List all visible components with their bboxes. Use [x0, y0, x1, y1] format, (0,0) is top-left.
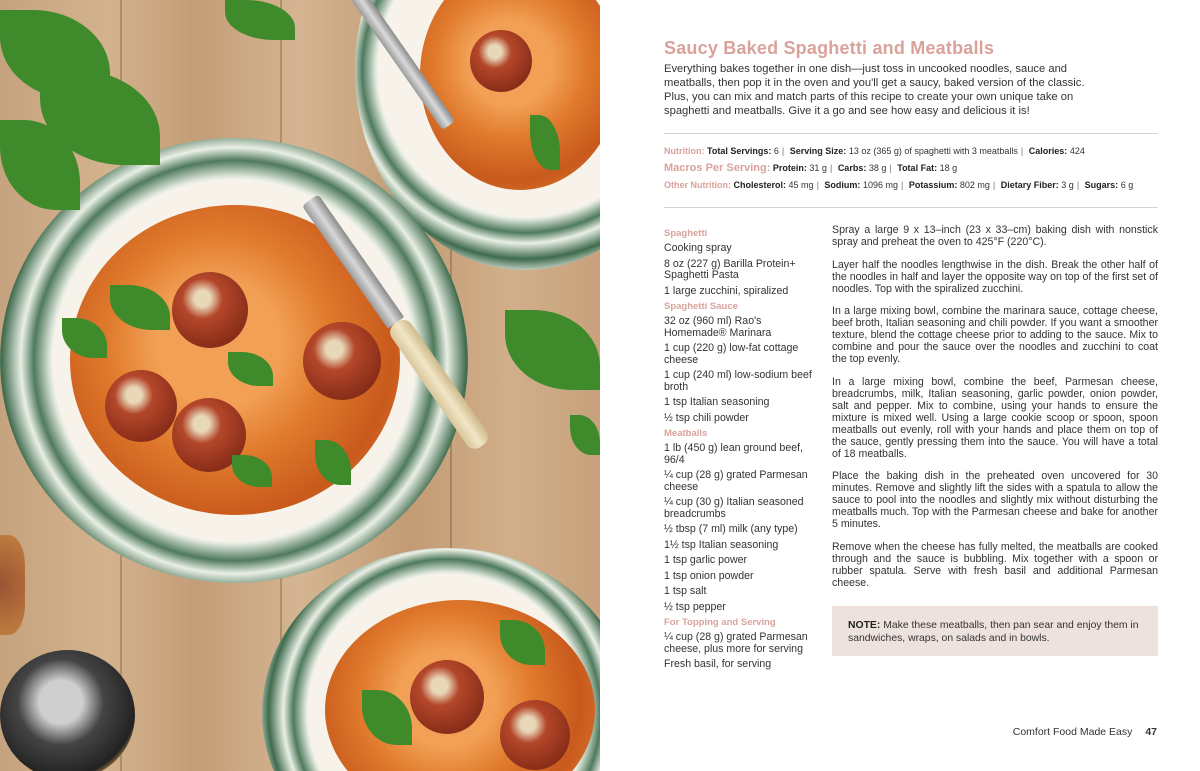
- direction-step: Spray a large 9 x 13–inch (23 x 33–cm) baking dish with nonstick spray and preheat the oven to 425°F (220°C).: [832, 224, 1158, 248]
- meatball: [470, 30, 532, 92]
- calories-label: Calories:: [1028, 146, 1068, 156]
- ingredient-item: ½ tbsp (7 ml) milk (any type): [664, 523, 798, 535]
- basil-leaf: [225, 0, 295, 40]
- ingredient-item: Cooking spray: [664, 242, 732, 254]
- meatball: [500, 700, 570, 770]
- nutrition-label: Nutrition:: [664, 146, 705, 156]
- other-nutrition-line: Other Nutrition: Cholesterol: 45 mg | Sodium: 1096 mg | Potassium: 802 mg | Dietary Fiber: 3 g | Sugars: 6 g: [664, 180, 1134, 190]
- meatball: [105, 370, 177, 442]
- other-nutrition-label: Other Nutrition:: [664, 180, 731, 190]
- protein-value: 31 g: [809, 163, 827, 173]
- sodium-label: Sodium:: [824, 180, 861, 190]
- recipe-title: Saucy Baked Spaghetti and Meatballs: [664, 38, 995, 58]
- ingredient-item: 1 tsp Italian seasoning: [664, 396, 770, 408]
- direction-step: In a large mixing bowl, combine the marinara sauce, cottage cheese, beef broth, Italian seasoning and chili powder. If you want a smoother texture, blend the cottage cheese prior to adding to the sauce. Mix to combine and pour the sauce over the noodles and zucchini to coat the top evenly.: [832, 305, 1158, 365]
- servings-label: Total Servings:: [707, 146, 772, 156]
- direction-step: Place the baking dish in the preheated oven uncovered for 30 minutes. Remove and slightly lift the sides with a spatula to allow the sauce to pool into the noodles and slightly mix without disturbing the meatballs much. Top with the Parmesan cheese and bake for another 5 minutes.: [832, 470, 1158, 530]
- ingredients-list: [664, 224, 819, 675]
- fat-value: 18 g: [939, 163, 958, 173]
- nutrition-line: Nutrition: Total Servings: 6 | Serving Size: 13 oz (365 g) of spaghetti with 3 meatballs | Calories: 424: [664, 146, 1085, 156]
- ingredient-item: 1 tsp onion powder: [664, 569, 754, 582]
- ingredient-item: 1 tsp garlic power: [664, 554, 748, 566]
- note-box: [832, 606, 1158, 656]
- direction-step: In a large mixing bowl, combine the beef, Parmesan cheese, breadcrumbs, milk, Italian seasoning, garlic powder, onion powder, salt and pepper. Mix to combine, using your hands to ensure the mixture is mixed well. Using a large cookie scoop or spoon, spoon meatballs out evenly, roll with your hands and place them on top of the sauce, gently pressing them into the sauce. You will have a total of 18 meatballs.: [832, 375, 1158, 460]
- direction-step: Layer half the noodles lengthwise in the dish. Break the other half of the noodles in half and layer the opposite way on top of the first set of noodles. Top with the spiralized zucchini.: [832, 258, 1158, 295]
- ingredient-item: ½ tsp pepper: [664, 600, 726, 613]
- directions: [832, 224, 1158, 599]
- meatball: [172, 272, 248, 348]
- carbs-value: 38 g: [868, 163, 887, 173]
- servings-value: 6: [773, 146, 779, 156]
- macros-label: Macros Per Serving:: [664, 162, 771, 174]
- serving-size-value: 13 oz (365 g) of spaghetti with 3 meatballs: [848, 146, 1018, 156]
- ingredient-heading: For Topping and Serving: [664, 617, 776, 628]
- fat-label: Total Fat:: [897, 163, 938, 173]
- note-text: Make these meatballs, then pan sear and enjoy them in sandwiches, wraps, on salads and in bowls.: [848, 620, 1139, 644]
- ingredient-item: ¼ cup (28 g) grated Parmesan cheese, plus more for serving: [664, 631, 808, 655]
- ingredient-item: 1 cup (240 ml) low-sodium beef broth: [664, 369, 812, 393]
- divider: [664, 207, 1158, 208]
- calories-value: 424: [1069, 146, 1085, 156]
- cholesterol-label: Cholesterol:: [733, 180, 787, 190]
- carbs-label: Carbs:: [837, 163, 867, 173]
- serving-size-label: Serving Size:: [789, 146, 847, 156]
- potassium-value: 802 mg: [959, 180, 990, 190]
- sugars-label: Sugars:: [1084, 180, 1119, 190]
- book-title: Comfort Food Made Easy: [1012, 726, 1133, 738]
- ingredient-item: 1 tsp salt: [664, 585, 707, 597]
- cholesterol-value: 45 mg: [788, 180, 814, 190]
- ingredient-item: ¼ cup (30 g) Italian seasoned breadcrumbs: [664, 496, 804, 520]
- ingredient-heading: Spaghetti Sauce: [664, 301, 738, 312]
- ingredient-item: 1½ tsp Italian seasoning: [664, 538, 779, 551]
- page-number: 47: [1145, 726, 1157, 738]
- direction-step: Remove when the cheese has fully melted, the meatballs are cooked through and the sauce is bubbling. Mix together with a spoon or rubber spatula. Serve with fresh basil and additional Parmesan cheese.: [832, 540, 1158, 589]
- ingredient-heading: Spaghetti: [664, 228, 708, 239]
- ingredient-item: 8 oz (227 g) Barilla Protein+ Spaghetti Pasta: [664, 257, 796, 281]
- basil-leaf: [505, 310, 600, 390]
- sodium-value: 1096 mg: [862, 180, 898, 190]
- ingredient-item: ¼ cup (28 g) grated Parmesan cheese: [664, 469, 808, 493]
- ingredient-heading: Meatballs: [664, 428, 708, 439]
- recipe-intro: Everything bakes together in one dish—just toss in uncooked noodles, sauce and meatballs, then pop it in the oven and you'll get a saucy, baked version of the classic. Plus, you can mix and match parts of this recipe to create your own unique take on spaghetti and meatballs. Give it a go and see how easy and delicious it is!: [664, 63, 1085, 117]
- fiber-value: 3 g: [1061, 180, 1074, 190]
- sugars-value: 6 g: [1120, 180, 1134, 190]
- meatball: [303, 322, 381, 400]
- ingredient-item: 32 oz (960 ml) Rao's Homemade® Marinara: [664, 315, 772, 339]
- fiber-label: Dietary Fiber:: [1000, 180, 1059, 190]
- basil-leaf: [570, 415, 600, 455]
- note-label: NOTE:: [848, 620, 881, 631]
- ingredient-item: 1 lb (450 g) lean ground beef, 96/4: [664, 442, 803, 466]
- spice-jar: [0, 535, 25, 635]
- ingredient-item: 1 large zucchini, spiralized: [664, 284, 789, 297]
- meatball: [410, 660, 484, 734]
- ingredient-item: ½ tsp chili powder: [664, 411, 749, 424]
- potassium-label: Potassium:: [908, 180, 958, 190]
- page-footer: [1013, 726, 1157, 738]
- macros-line: Macros Per Serving: Protein: 31 g | Carbs: 38 g | Total Fat: 18 g: [664, 162, 958, 174]
- protein-label: Protein:: [772, 163, 807, 173]
- parmesan-shaker: [0, 650, 135, 771]
- divider: [664, 133, 1158, 134]
- ingredient-item: 1 cup (220 g) low-fat cottage cheese: [664, 342, 799, 366]
- ingredient-item: Fresh basil, for serving: [664, 658, 772, 670]
